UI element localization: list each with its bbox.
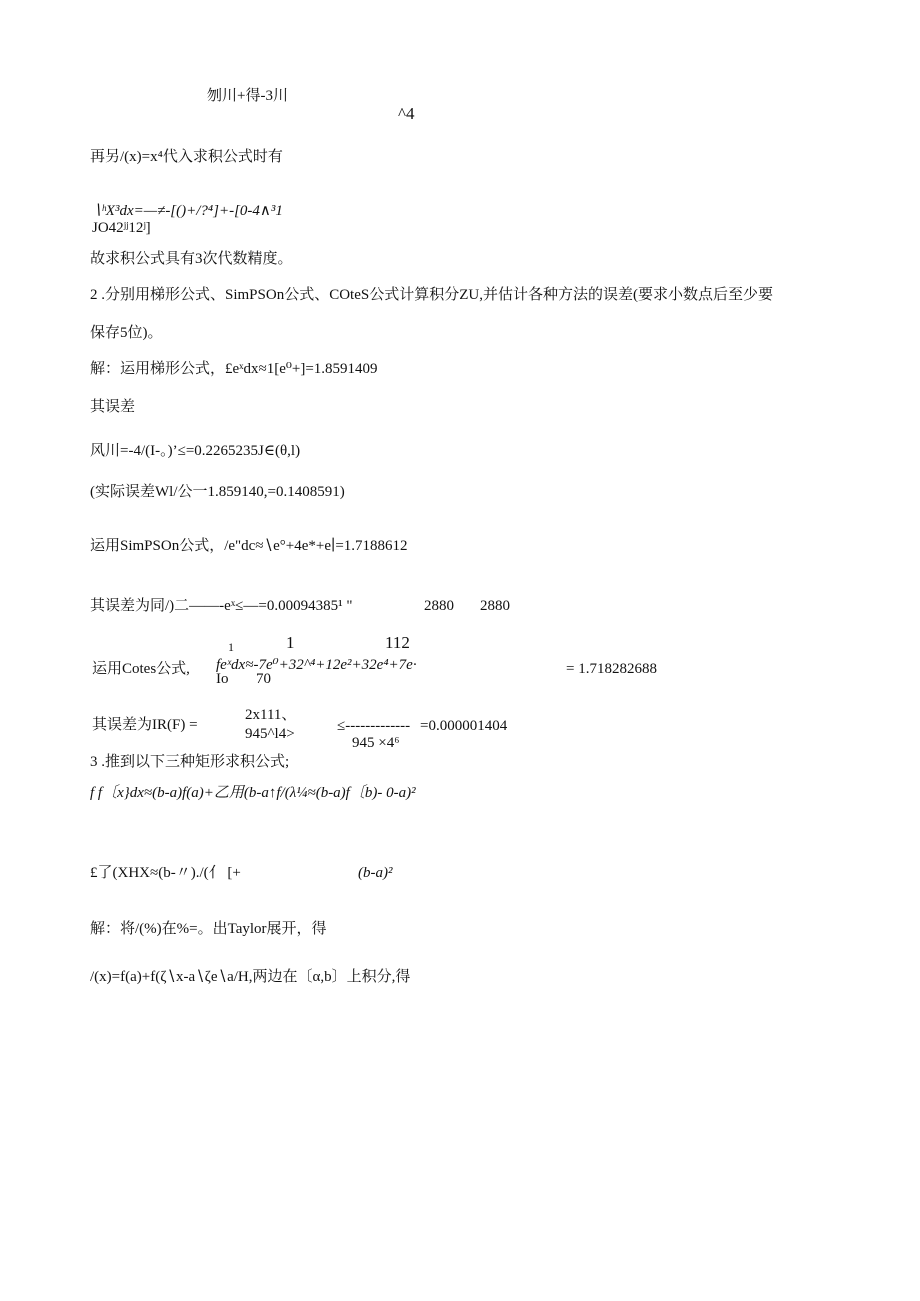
formula-line: feˣdx≈-7e⁰+32^⁴+12e²+32e⁴+7e· — [216, 657, 417, 673]
text-line: 保存5位)。 — [90, 325, 163, 341]
text-fragment: 2880 — [480, 598, 510, 614]
text-fragment: =0.000001404 — [420, 718, 508, 734]
text-fragment: 945 ×4⁶ — [352, 735, 400, 751]
text-fragment: 2880 — [424, 598, 454, 614]
question-3: 3 .推到以下三种矩形求积公式; — [90, 754, 290, 770]
formula-line: /(x)=f(a)+f(ζ∖x-a∖ζe∖a/H,两边在〔α,b〕上积分,得 — [90, 969, 411, 985]
text-fragment: 运用Cotes公式, — [92, 661, 190, 677]
question-2: 2 .分别用梯形公式、SimPSOn公式、COteS公式计算积分ZU,并估计各种方法的误差(要求小数点后至少要 — [90, 287, 773, 303]
text-line: 再另/(x)=x⁴代入求积公式时有 — [90, 149, 283, 165]
text-line: 其误差 — [90, 399, 136, 415]
text-fragment: 1 — [286, 633, 295, 652]
text-line: 风川=-4/(I-。)’≤=0.2265235J∈(θ,l) — [90, 443, 301, 459]
text-line: ^4 — [398, 104, 415, 123]
text-line: (实际误差Wl/公一1.859140,=0.1408591) — [90, 484, 345, 500]
text-fragment: 112 — [385, 633, 410, 652]
text-fragment: 945^l4> — [245, 726, 295, 742]
text-line: 刎川+得-3川 — [207, 88, 288, 104]
text-line: 故求积公式具有3次代数精度。 — [90, 251, 293, 267]
text-fragment: 其误差为IR(F) = — [92, 717, 198, 733]
text-fragment: 1 — [228, 640, 234, 654]
formula-line: ∖ʰX³dx=—≠-[()+/?⁴]+-[0-4∧³1 — [92, 203, 283, 219]
text-line: 运用SimPSOn公式，/e"dc≈∖e°+4e*+e∣=1.7188612 — [90, 538, 408, 554]
formula-line: £了(XHX≈(b-〃)./(亻 [+ — [90, 865, 241, 881]
text-fragment: = 1.718282688 — [566, 661, 657, 677]
formula-line: JO42ʲʲ12ʲ] — [92, 220, 151, 236]
text-fragment: ≤------------- — [337, 718, 411, 734]
text-line: 解：运用梯形公式，£eˣdx≈1[e⁰+]=1.8591409 — [90, 361, 378, 377]
text-fragment: 2x111、 — [245, 707, 297, 723]
text-line: 解：将/(%)在%=。出Taylor展开，得 — [90, 921, 327, 937]
text-fragment: 70 — [256, 671, 271, 687]
text-fragment: Io — [216, 671, 229, 687]
formula-line: (b-a)² — [358, 865, 393, 881]
formula-line: f f〔x}dx≈(b-a)f(a)+乙用(b-a↑f/(λ¼≈(b-a)f〔b)- 0-a)² — [90, 785, 416, 801]
text-line: 其误差为同/)二——-eˣ≤—=0.00094385¹ " — [90, 598, 353, 614]
